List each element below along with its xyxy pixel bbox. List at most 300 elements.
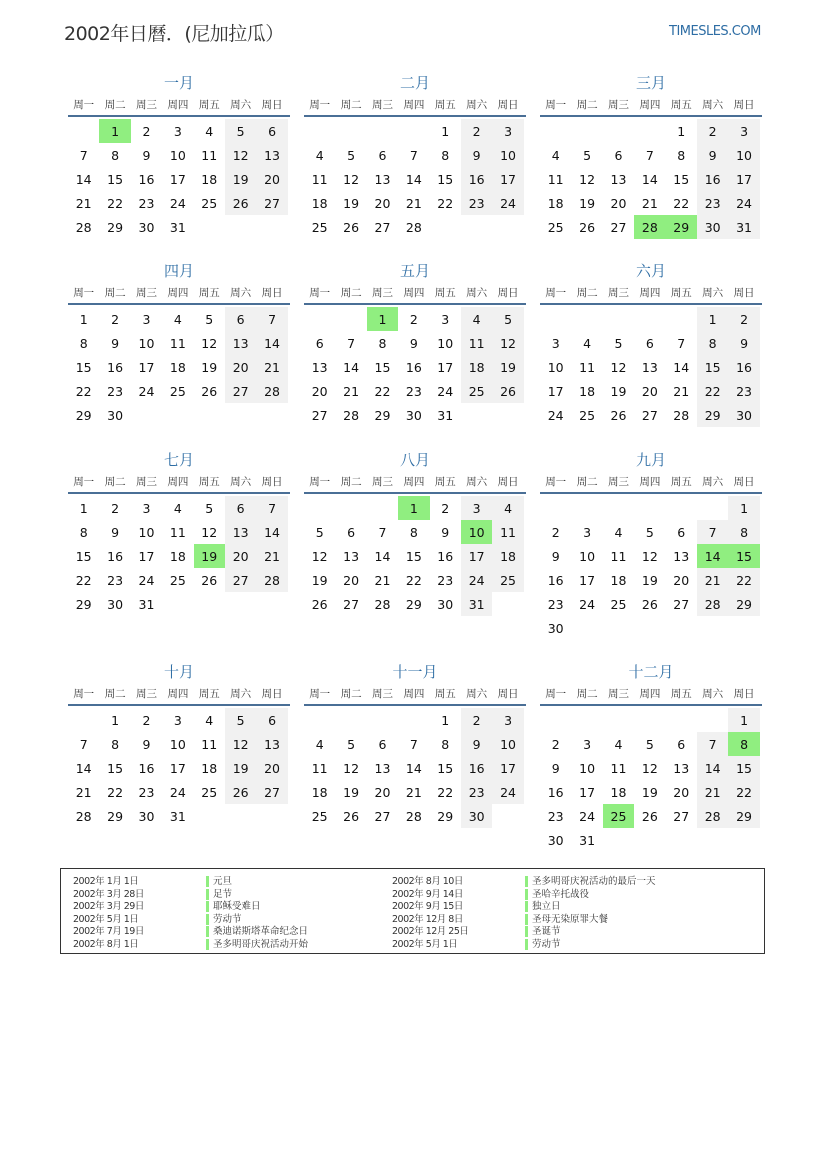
day-cell: 23: [547, 596, 564, 612]
day-cell: 24: [461, 568, 492, 592]
day-cell: 17: [579, 572, 596, 588]
day-cell: 10: [579, 548, 596, 564]
holiday-entry: [392, 938, 712, 951]
day-cell: 10: [579, 760, 596, 776]
holiday-name: 劳动节: [206, 913, 242, 926]
day-cell: 7: [256, 496, 287, 520]
weekday-label: 周三: [607, 286, 629, 299]
day-cell: 6: [225, 307, 256, 331]
day-cell: 10: [728, 143, 759, 167]
month-calendar: [540, 662, 762, 852]
day-cell: 18: [579, 383, 596, 399]
holiday-name: 桑迪诺斯塔革命纪念日: [206, 925, 308, 938]
day-cell: 27: [641, 407, 658, 423]
weekday-label: 周三: [371, 687, 393, 700]
holiday-name: 足节: [206, 888, 232, 901]
weekday-label: 周日: [497, 286, 519, 299]
day-cell: 13: [256, 732, 287, 756]
day-cell: 25: [311, 219, 328, 235]
day-cell: 9: [461, 732, 492, 756]
day-cell: 21: [256, 544, 287, 568]
day-cell: 14: [673, 359, 690, 375]
month-calendar: [304, 261, 526, 427]
day-cell: 5: [645, 736, 654, 752]
day-cell: 30: [697, 215, 728, 239]
day-cell: 29: [374, 407, 391, 423]
day-cell: 14: [75, 171, 92, 187]
weekday-label: 周四: [639, 475, 661, 488]
day-cell: 27: [673, 596, 690, 612]
day-grid: [540, 119, 762, 239]
day-cell: 30: [547, 620, 564, 636]
day-cell: 24: [138, 572, 155, 588]
holiday-entry: [392, 925, 712, 938]
day-cell: 8: [728, 520, 759, 544]
weekday-label: 周六: [702, 286, 724, 299]
day-cell: 15: [673, 171, 690, 187]
weekday-header: [540, 682, 762, 706]
day-cell: 24: [579, 808, 596, 824]
day-cell: 18: [610, 572, 627, 588]
day-cell: 12: [225, 143, 256, 167]
day-cell: 27: [374, 219, 391, 235]
day-grid: [304, 307, 526, 427]
day-cell: 24: [492, 780, 523, 804]
day-cell: 26: [201, 383, 218, 399]
day-cell: 21: [697, 780, 728, 804]
day-cell: 6: [378, 736, 387, 752]
month-calendar: [304, 73, 526, 239]
day-cell: 27: [343, 596, 360, 612]
weekday-label: 周一: [73, 98, 95, 111]
day-cell: 4: [205, 123, 214, 139]
day-cell: 21: [641, 195, 658, 211]
day-cell: 1: [441, 712, 450, 728]
day-cell: 8: [441, 147, 450, 163]
day-cell: 26: [343, 219, 360, 235]
day-cell: 18: [610, 784, 627, 800]
weekday-label: 周四: [167, 687, 189, 700]
day-cell: 24: [547, 407, 564, 423]
holiday-name: 元旦: [206, 875, 232, 888]
day-cell: 5: [205, 311, 214, 327]
day-cell: 17: [579, 784, 596, 800]
day-cell: 8: [697, 331, 728, 355]
day-cell: 28: [75, 219, 92, 235]
weekday-label: 周三: [135, 98, 157, 111]
day-cell: 24: [169, 195, 186, 211]
day-cell: 31: [461, 592, 492, 616]
day-cell: 2: [461, 708, 492, 732]
day-cell: 4: [551, 147, 560, 163]
holiday-date: 2002年 3月 28日: [73, 888, 144, 900]
day-cell: 8: [111, 736, 120, 752]
day-cell: 4: [315, 736, 324, 752]
day-cell: 20: [343, 572, 360, 588]
day-cell: 22: [75, 383, 92, 399]
day-cell: 8: [79, 335, 88, 351]
weekday-label: 周日: [261, 98, 283, 111]
weekday-label: 周一: [545, 98, 567, 111]
day-cell: 20: [311, 383, 328, 399]
month-calendar: [68, 450, 290, 616]
day-cell: 16: [107, 359, 124, 375]
day-cell: 9: [728, 331, 759, 355]
month-name: 四月: [163, 262, 194, 280]
weekday-label: 周二: [104, 286, 126, 299]
weekday-label: 周四: [639, 98, 661, 111]
day-cell: 12: [579, 171, 596, 187]
day-cell: 23: [138, 195, 155, 211]
day-cell: 13: [311, 359, 328, 375]
day-cell: 2: [461, 119, 492, 143]
day-cell: 8: [677, 147, 686, 163]
day-cell: 30: [405, 407, 422, 423]
day-cell: 7: [378, 524, 387, 540]
day-cell: 12: [201, 335, 218, 351]
day-cell: 22: [728, 568, 759, 592]
day-cell: 11: [610, 548, 627, 564]
day-cell: 18: [201, 760, 218, 776]
holiday-day-cell: 15: [728, 544, 759, 568]
day-cell: 10: [169, 147, 186, 163]
holiday-day-cell: 28: [634, 215, 665, 239]
day-cell: 11: [492, 520, 523, 544]
day-cell: 18: [311, 784, 328, 800]
day-cell: 5: [583, 147, 592, 163]
day-grid: [540, 307, 762, 427]
day-cell: 4: [461, 307, 492, 331]
day-cell: 19: [610, 383, 627, 399]
holiday-day-cell: 25: [603, 804, 634, 828]
weekday-label: 周六: [230, 98, 252, 111]
day-cell: 19: [492, 355, 523, 379]
day-cell: 28: [374, 596, 391, 612]
day-cell: 7: [256, 307, 287, 331]
day-cell: 22: [405, 572, 422, 588]
day-cell: 7: [697, 520, 728, 544]
weekday-label: 周二: [576, 286, 598, 299]
day-cell: 2: [551, 524, 560, 540]
holiday-date: 2002年 7月 19日: [73, 926, 144, 938]
day-cell: 2: [697, 119, 728, 143]
day-cell: 9: [441, 524, 450, 540]
month-name: 十月: [163, 663, 194, 681]
day-cell: 14: [256, 520, 287, 544]
day-cell: 4: [583, 335, 592, 351]
day-cell: 14: [374, 548, 391, 564]
day-cell: 6: [225, 496, 256, 520]
day-cell: 17: [728, 167, 759, 191]
day-cell: 2: [142, 123, 151, 139]
day-cell: 2: [111, 500, 120, 516]
day-cell: 7: [347, 335, 356, 351]
day-cell: 8: [409, 524, 418, 540]
site-logo[interactable]: TIMESLES.COM: [669, 24, 761, 39]
weekday-label: 周三: [607, 687, 629, 700]
day-cell: 5: [347, 736, 356, 752]
month-name: 八月: [399, 451, 430, 469]
day-cell: 15: [405, 548, 422, 564]
holiday-entry: [73, 925, 393, 938]
day-cell: 1: [728, 708, 759, 732]
weekday-label: 周二: [576, 475, 598, 488]
day-cell: 20: [673, 784, 690, 800]
day-cell: 10: [138, 524, 155, 540]
holiday-day-cell: 1: [99, 119, 130, 143]
day-cell: 1: [697, 307, 728, 331]
day-cell: 25: [461, 379, 492, 403]
day-cell: 21: [256, 355, 287, 379]
holiday-name: 圣母无染原罪大餐: [525, 913, 608, 926]
day-cell: 3: [461, 496, 492, 520]
weekday-label: 周三: [607, 98, 629, 111]
day-cell: 20: [641, 383, 658, 399]
month-name: 二月: [399, 74, 430, 92]
day-cell: 28: [405, 808, 422, 824]
day-cell: 4: [205, 712, 214, 728]
day-grid: [304, 708, 526, 828]
weekday-label: 周六: [466, 286, 488, 299]
month-name: 六月: [635, 262, 666, 280]
day-cell: 12: [343, 171, 360, 187]
month-calendar: [68, 261, 290, 427]
day-cell: 25: [169, 383, 186, 399]
weekday-label: 周二: [340, 687, 362, 700]
day-cell: 18: [201, 171, 218, 187]
day-cell: 25: [610, 596, 627, 612]
day-cell: 19: [311, 572, 328, 588]
day-cell: 13: [673, 760, 690, 776]
day-cell: 19: [225, 756, 256, 780]
weekday-label: 周日: [497, 98, 519, 111]
day-cell: 16: [138, 171, 155, 187]
weekday-label: 周五: [434, 286, 456, 299]
day-cell: 5: [205, 500, 214, 516]
day-cell: 2: [142, 712, 151, 728]
day-cell: 3: [142, 311, 151, 327]
holiday-entry: [73, 888, 393, 901]
day-cell: 5: [315, 524, 324, 540]
weekday-label: 周六: [702, 687, 724, 700]
day-cell: 18: [169, 548, 186, 564]
day-cell: 9: [111, 335, 120, 351]
day-cell: 27: [311, 407, 328, 423]
day-cell: 31: [728, 215, 759, 239]
day-cell: 24: [437, 383, 454, 399]
day-cell: 30: [138, 808, 155, 824]
month-name: 七月: [163, 451, 194, 469]
day-cell: 23: [138, 784, 155, 800]
day-cell: 29: [697, 403, 728, 427]
day-grid: [304, 496, 526, 616]
day-cell: 12: [641, 548, 658, 564]
day-cell: 4: [173, 311, 182, 327]
day-cell: 22: [437, 784, 454, 800]
day-cell: 23: [461, 780, 492, 804]
day-cell: 14: [256, 331, 287, 355]
day-cell: 29: [437, 808, 454, 824]
day-cell: 9: [142, 736, 151, 752]
day-cell: 27: [673, 808, 690, 824]
weekday-label: 周四: [639, 286, 661, 299]
day-cell: 25: [169, 572, 186, 588]
day-cell: 9: [111, 524, 120, 540]
day-cell: 13: [343, 548, 360, 564]
day-cell: 13: [225, 331, 256, 355]
holiday-date: 2002年 1月 1日: [73, 876, 139, 887]
day-cell: 11: [579, 359, 596, 375]
weekday-label: 周三: [607, 475, 629, 488]
day-cell: 14: [697, 756, 728, 780]
day-cell: 4: [614, 736, 623, 752]
day-cell: 26: [225, 191, 256, 215]
weekday-label: 周日: [261, 687, 283, 700]
holiday-entry: [392, 913, 712, 926]
day-cell: 13: [641, 359, 658, 375]
day-cell: 25: [547, 219, 564, 235]
day-cell: 26: [343, 808, 360, 824]
day-cell: 3: [583, 736, 592, 752]
weekday-label: 周一: [309, 98, 331, 111]
day-cell: 15: [107, 171, 124, 187]
holiday-date: 2002年 9月 15日: [392, 901, 463, 913]
day-cell: 26: [610, 407, 627, 423]
day-cell: 20: [256, 756, 287, 780]
day-cell: 20: [610, 195, 627, 211]
weekday-label: 周五: [198, 286, 220, 299]
day-cell: 29: [405, 596, 422, 612]
day-cell: 19: [343, 195, 360, 211]
day-cell: 26: [201, 572, 218, 588]
day-cell: 30: [547, 832, 564, 848]
day-cell: 8: [79, 524, 88, 540]
day-cell: 16: [437, 548, 454, 564]
holiday-entry: [73, 938, 393, 951]
day-cell: 7: [79, 736, 88, 752]
weekday-label: 周三: [371, 98, 393, 111]
day-cell: 2: [409, 311, 418, 327]
day-cell: 28: [343, 407, 360, 423]
day-cell: 31: [579, 832, 596, 848]
holiday-legend: [60, 868, 765, 954]
day-cell: 19: [225, 167, 256, 191]
weekday-label: 周一: [545, 475, 567, 488]
day-cell: 9: [461, 143, 492, 167]
day-cell: 22: [107, 195, 124, 211]
day-cell: 6: [677, 736, 686, 752]
month-name: 五月: [399, 262, 430, 280]
day-grid: [540, 496, 762, 640]
day-cell: 6: [315, 335, 324, 351]
day-cell: 23: [461, 191, 492, 215]
day-cell: 17: [138, 548, 155, 564]
day-cell: 25: [201, 784, 218, 800]
month-name: 十二月: [628, 663, 674, 681]
day-cell: 17: [492, 756, 523, 780]
day-cell: 16: [138, 760, 155, 776]
day-cell: 29: [75, 407, 92, 423]
weekday-label: 周日: [733, 98, 755, 111]
weekday-header: [304, 281, 526, 305]
day-cell: 3: [441, 311, 450, 327]
day-cell: 3: [492, 708, 523, 732]
day-cell: 30: [437, 596, 454, 612]
day-cell: 2: [551, 736, 560, 752]
weekday-label: 周四: [167, 98, 189, 111]
day-cell: 30: [461, 804, 492, 828]
day-cell: 24: [579, 596, 596, 612]
holiday-name: 圣多明哥庆祝活动的最后一天: [525, 875, 656, 888]
day-cell: 22: [673, 195, 690, 211]
day-grid: [68, 307, 290, 427]
day-cell: 16: [728, 355, 759, 379]
day-cell: 1: [728, 496, 759, 520]
day-cell: 21: [374, 572, 391, 588]
weekday-label: 周六: [230, 475, 252, 488]
day-cell: 15: [728, 756, 759, 780]
weekday-label: 周六: [702, 98, 724, 111]
holiday-date: 2002年 5月 1日: [73, 913, 139, 925]
day-cell: 3: [142, 500, 151, 516]
day-cell: 30: [138, 219, 155, 235]
weekday-label: 周一: [545, 687, 567, 700]
day-cell: 1: [677, 123, 686, 139]
day-cell: 17: [547, 383, 564, 399]
day-cell: 3: [173, 123, 182, 139]
day-cell: 15: [374, 359, 391, 375]
day-cell: 17: [169, 760, 186, 776]
day-cell: 13: [225, 520, 256, 544]
day-cell: 12: [641, 760, 658, 776]
day-cell: 15: [437, 760, 454, 776]
day-cell: 20: [374, 784, 391, 800]
day-cell: 13: [673, 548, 690, 564]
day-cell: 26: [641, 596, 658, 612]
day-cell: 11: [547, 171, 564, 187]
day-cell: 16: [697, 167, 728, 191]
weekday-label: 周日: [497, 687, 519, 700]
day-cell: 23: [697, 191, 728, 215]
day-cell: 31: [169, 219, 186, 235]
month-calendar: [540, 261, 762, 427]
day-cell: 27: [610, 219, 627, 235]
weekday-header: [68, 682, 290, 706]
day-cell: 31: [169, 808, 186, 824]
day-cell: 25: [311, 808, 328, 824]
day-cell: 12: [492, 331, 523, 355]
weekday-label: 周日: [497, 475, 519, 488]
holiday-date: 2002年 9月 14日: [392, 888, 463, 900]
day-cell: 4: [315, 147, 324, 163]
day-cell: 28: [697, 592, 728, 616]
weekday-label: 周日: [733, 475, 755, 488]
day-cell: 25: [579, 407, 596, 423]
day-cell: 23: [107, 572, 124, 588]
day-cell: 5: [614, 335, 623, 351]
weekday-label: 周一: [309, 475, 331, 488]
day-cell: 27: [225, 379, 256, 403]
day-cell: 18: [169, 359, 186, 375]
weekday-label: 周三: [135, 475, 157, 488]
day-cell: 15: [75, 548, 92, 564]
day-cell: 12: [225, 732, 256, 756]
day-cell: 17: [437, 359, 454, 375]
day-cell: 31: [437, 407, 454, 423]
weekday-header: [540, 470, 762, 494]
day-cell: 15: [75, 359, 92, 375]
weekday-label: 周一: [309, 286, 331, 299]
